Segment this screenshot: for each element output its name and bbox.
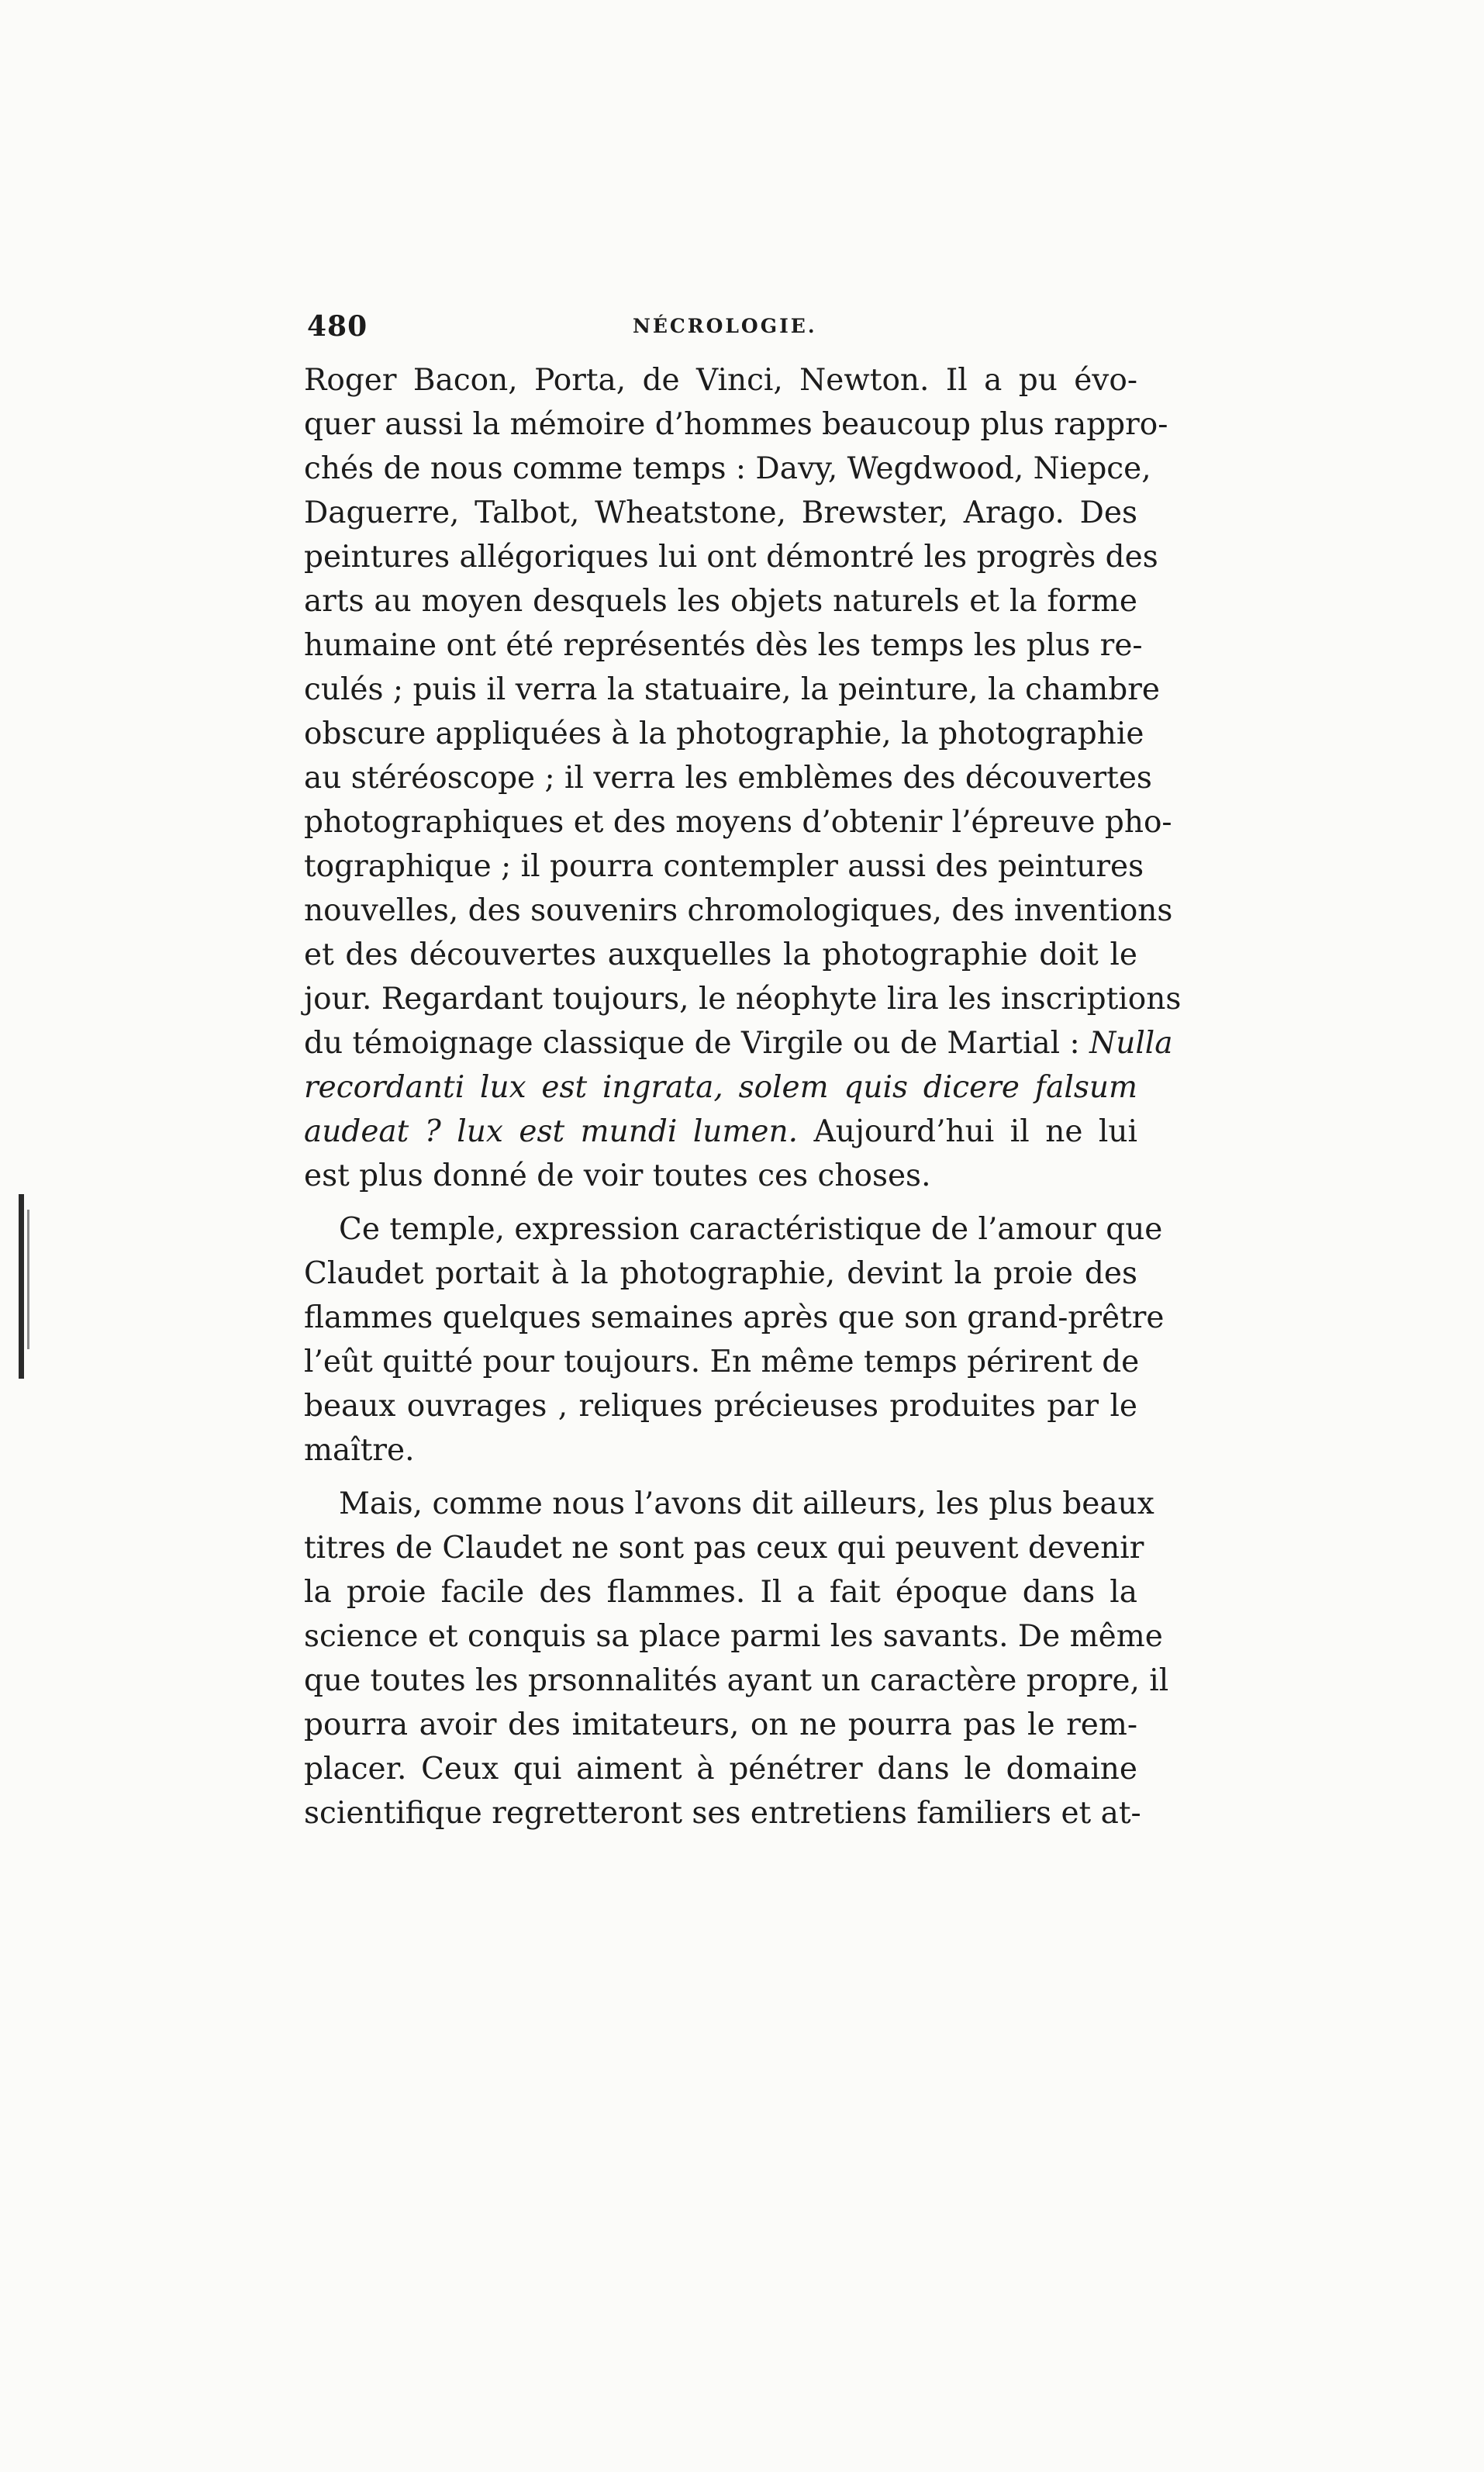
line-text: Aujourd’hui il ne lui xyxy=(813,1114,1137,1149)
text-line: pourra avoir des imitateurs, on ne pourra pas le rem- xyxy=(304,1707,1137,1742)
text-line: scientifique regretteront ses entretiens familiers et at- xyxy=(304,1796,1141,1831)
text-line: Roger Bacon, Porta, de Vinci, Newton. Il a pu évo- xyxy=(304,363,1137,398)
page-header xyxy=(307,304,1141,350)
text-line: l’eût quitté pour toujours. En même temps périrent de xyxy=(304,1345,1140,1379)
text-line: maître. xyxy=(304,1433,415,1468)
running-title: NÉCROLOGIE. xyxy=(633,315,817,337)
margin-binding-shadow xyxy=(27,1210,29,1349)
page-number: 480 xyxy=(307,310,368,343)
text-line: placer. Ceux qui aiment à pénétrer dans le domaine xyxy=(304,1752,1137,1787)
paragraph-3 xyxy=(304,1482,1169,1835)
text-line: Mais, comme nous l’avons dit ailleurs, les plus beaux xyxy=(339,1486,1154,1521)
text-line: et des découvertes auxquelles la photographie doit le xyxy=(304,937,1137,972)
text-line: science et conquis sa place parmi les savants. De même xyxy=(304,1619,1163,1654)
text-line: obscure appliquées à la photographie, la photographie xyxy=(304,716,1144,751)
text-line: culés ; puis il verra la statuaire, la peinture, la chambre xyxy=(304,672,1160,707)
text-line: quer aussi la mémoire d’hommes beaucoup plus rappro- xyxy=(304,407,1168,442)
body-text xyxy=(304,358,1182,1835)
text-line: photographiques et des moyens d’obtenir l’épreuve pho- xyxy=(304,805,1172,840)
text-line: que toutes les prsonnalités ayant un caractère propre, il xyxy=(304,1663,1169,1698)
paragraph-1 xyxy=(304,358,1182,1198)
text-line: flammes quelques semaines après que son grand-prêtre xyxy=(304,1300,1165,1335)
line-text: du témoignage classique de Virgile ou de Martial : xyxy=(304,1026,1080,1061)
text-line: est plus donné de voir toutes ces choses. xyxy=(304,1158,931,1193)
italic-quote: Nulla xyxy=(1089,1026,1173,1061)
italic-quote: recordanti lux est ingrata, solem quis dicere falsum xyxy=(304,1070,1137,1105)
text-line-italic xyxy=(304,1065,1137,1110)
text-line: arts au moyen desquels les objets naturels et la forme xyxy=(304,584,1137,619)
paragraph-2 xyxy=(304,1207,1165,1472)
text-line: chés de nous comme temps : Davy, Wegdwood, Niepce, xyxy=(304,451,1151,486)
text-line: jour. Regardant toujours, le néophyte lira les inscriptions xyxy=(304,982,1182,1017)
text-line: humaine ont été représentés dès les temps les plus re- xyxy=(304,628,1143,663)
text-line: titres de Claudet ne sont pas ceux qui peuvent devenir xyxy=(304,1531,1144,1566)
text-line: Daguerre, Talbot, Wheatstone, Brewster, Arago. Des xyxy=(304,495,1137,530)
text-line: peintures allégoriques lui ont démontré les progrès des xyxy=(304,540,1158,575)
italic-quote: audeat ? lux est mundi lumen. xyxy=(304,1114,799,1149)
text-line: Ce temple, expression caractéristique de l’amour que xyxy=(339,1212,1163,1247)
text-line: au stéréoscope ; il verra les emblèmes des découvertes xyxy=(304,761,1152,796)
text-line: Claudet portait à la photographie, devint la proie des xyxy=(304,1256,1137,1291)
text-line: nouvelles, des souvenirs chromologiques, des inventions xyxy=(304,893,1173,928)
text-line-mixed xyxy=(304,1110,1137,1154)
text-line-mixed xyxy=(304,1021,1173,1065)
text-line: beaux ouvrages , reliques précieuses produites par le xyxy=(304,1389,1137,1424)
text-line: la proie facile des flammes. Il a fait époque dans la xyxy=(304,1575,1137,1610)
text-line: tographique ; il pourra contempler aussi des peintures xyxy=(304,849,1144,884)
margin-binding-mark xyxy=(19,1194,24,1379)
